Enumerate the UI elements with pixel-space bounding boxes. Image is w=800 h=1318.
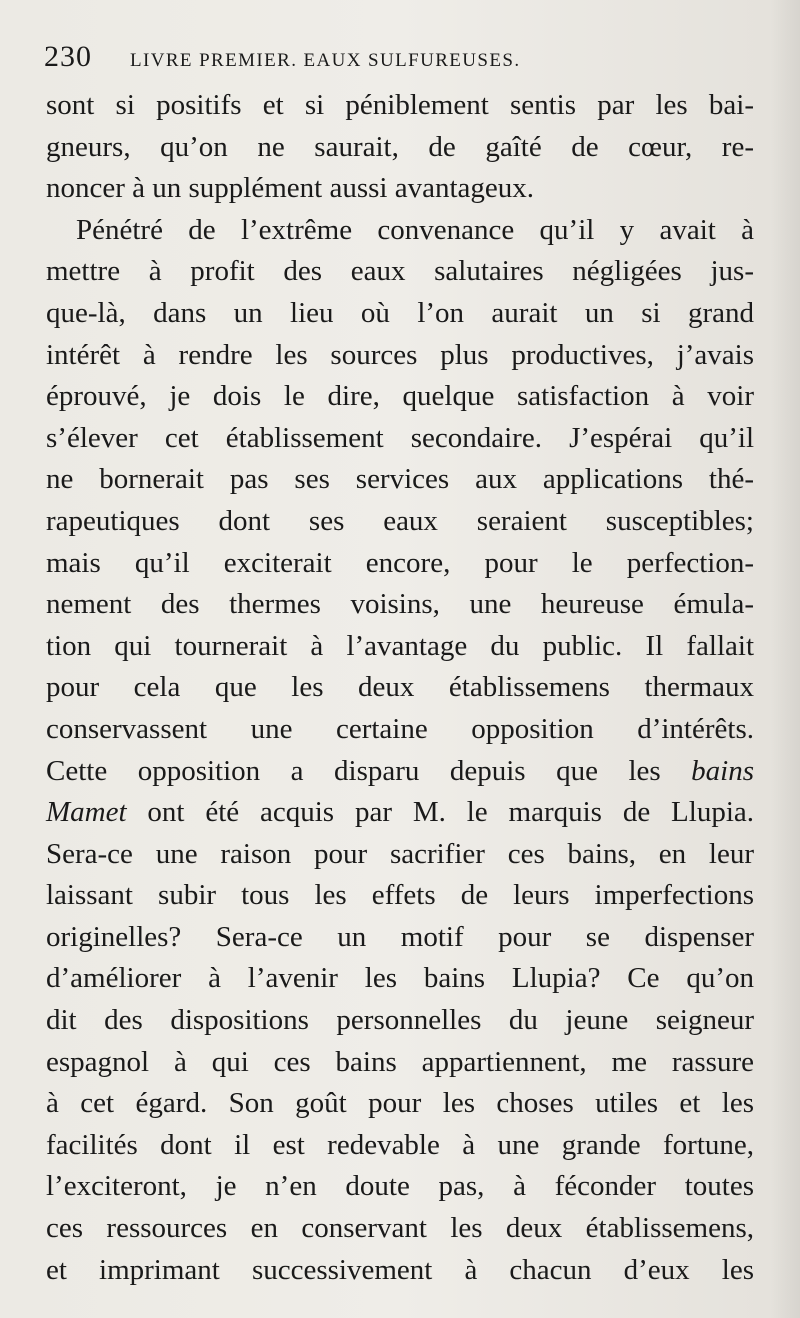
page-number: 230 bbox=[44, 40, 92, 73]
text-line: conservassent une certaine opposition d’intérêts. bbox=[46, 712, 754, 745]
body-text bbox=[46, 85, 754, 1291]
text-line: d’améliorer à l’avenir les bains Llupia? Ce qu’on bbox=[46, 962, 754, 995]
text-line: pour cela que les deux établissemens thermaux bbox=[46, 671, 754, 704]
italic-term: Mamet bbox=[46, 796, 127, 829]
text-line: et imprimant successivement à chacun d’eux les bbox=[46, 1253, 754, 1286]
text-line-part: ont été acquis par M. le marquis de Llupia. bbox=[147, 796, 755, 829]
text-line: s’élever cet établissement secondaire. J’espérai qu’il bbox=[46, 421, 754, 454]
running-head: LIVRE PREMIER. EAUX SULFUREUSES. bbox=[130, 50, 521, 71]
text-line: mettre à profit des eaux salutaires négligées jus- bbox=[46, 255, 754, 288]
text-line: gneurs, qu’on ne saurait, de gaîté de cœur, re- bbox=[46, 130, 754, 163]
text-line bbox=[46, 792, 754, 834]
italic-term: bains bbox=[691, 754, 755, 787]
text-line: ne bornerait pas ses services aux applications thé- bbox=[46, 463, 754, 496]
text-line: nement des thermes voisins, une heureuse émula- bbox=[46, 588, 754, 621]
text-line: facilités dont il est redevable à une grande fortune, bbox=[46, 1128, 754, 1161]
text-line: sont si positifs et si péniblement sentis par les bai- bbox=[46, 89, 754, 121]
page-header bbox=[44, 40, 764, 80]
text-line: mais qu’il exciterait encore, pour le perfection- bbox=[46, 546, 754, 579]
text-line: l’exciteront, je n’en doute pas, à féconder toutes bbox=[46, 1170, 754, 1203]
text-line: Sera-ce une raison pour sacrifier ces bains, en leur bbox=[46, 837, 754, 870]
text-line: éprouvé, je dois le dire, quelque satisfaction à voir bbox=[46, 380, 754, 413]
text-line: laissant subir tous les effets de leurs imperfections bbox=[46, 879, 754, 912]
text-line bbox=[46, 751, 754, 793]
text-line: espagnol à qui ces bains appartiennent, me rassure bbox=[46, 1045, 754, 1078]
text-line: tion qui tournerait à l’avantage du public. Il fallait bbox=[46, 629, 754, 662]
text-line: originelles? Sera-ce un motif pour se dispenser bbox=[46, 920, 754, 953]
text-line: ces ressources en conservant les deux établissemens, bbox=[46, 1212, 754, 1245]
text-line: intérêt à rendre les sources plus productives, j’avais bbox=[46, 338, 754, 371]
text-line: dit des dispositions personnelles du jeune seigneur bbox=[46, 1004, 754, 1037]
text-line: Pénétré de l’extrême convenance qu’il y avait à bbox=[76, 213, 754, 246]
page-edge-shadow bbox=[770, 0, 800, 1318]
text-line-part: Cette opposition a disparu depuis que les bbox=[46, 754, 661, 787]
text-line: que-là, dans un lieu où l’on aurait un si grand bbox=[46, 296, 754, 329]
text-line: noncer à un supplément aussi avantageux. bbox=[46, 172, 535, 205]
text-line: rapeutiques dont ses eaux seraient susceptibles; bbox=[46, 504, 754, 537]
text-line: à cet égard. Son goût pour les choses utiles et les bbox=[46, 1087, 754, 1120]
